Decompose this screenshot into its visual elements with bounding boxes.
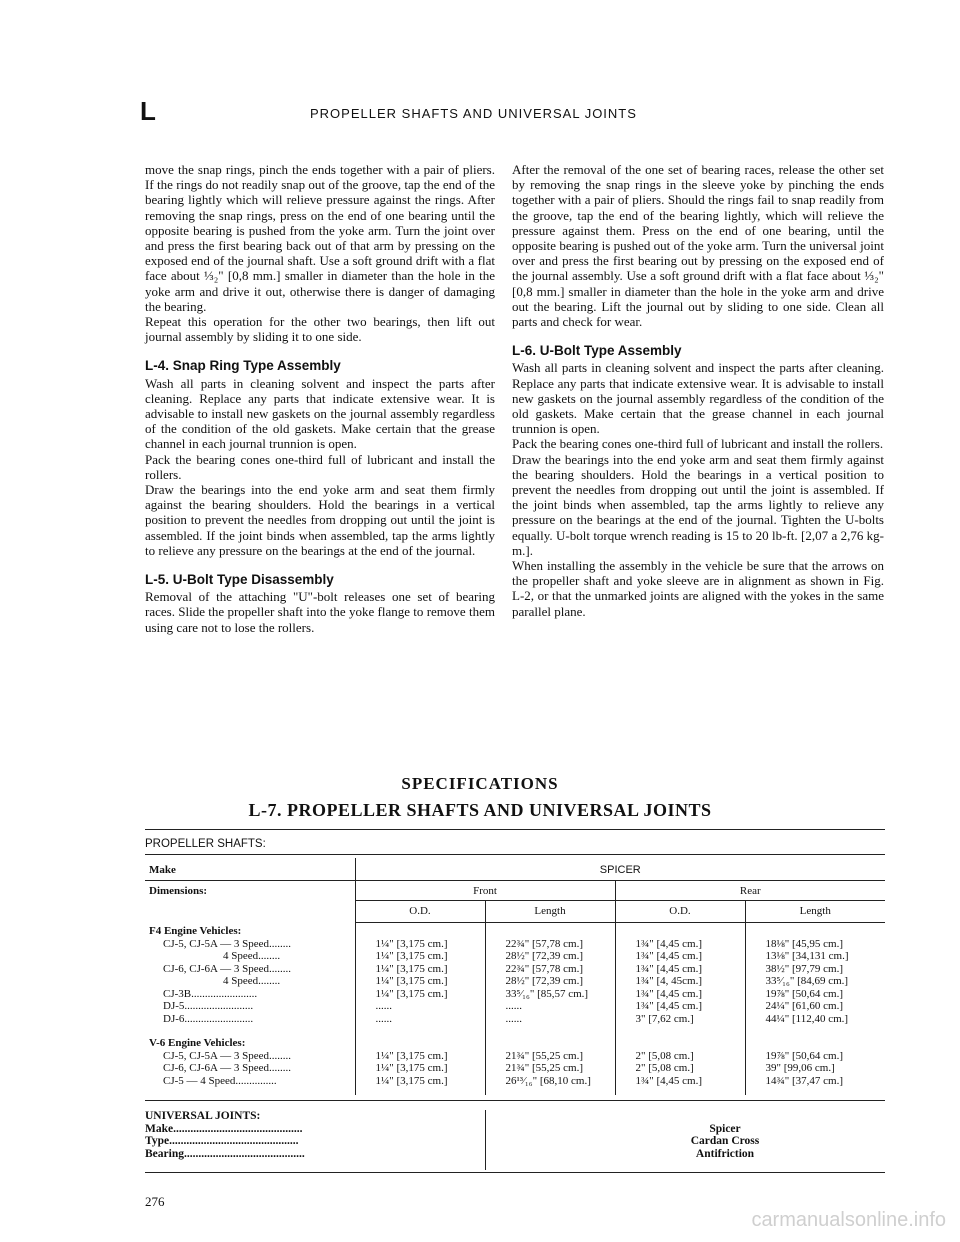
- universal-joints-block: [145, 1110, 885, 1160]
- rear-length-cell: 39" [99,06 cm.]: [745, 1062, 885, 1075]
- universal-joint-row: [145, 1148, 885, 1161]
- table-row: [145, 950, 885, 963]
- model-cell: DJ-6.........................: [163, 1012, 254, 1025]
- table-row: [145, 1075, 885, 1088]
- front-od-cell: 1¼" [3,175 cm.]: [355, 1075, 485, 1088]
- divider: [145, 829, 885, 830]
- rear-od-cell: 1¾" [4,45 cm.]: [615, 963, 745, 976]
- paragraph: When installing the assembly in the vehicle be sure that the arrows on the propeller shaft and yoke sleeve are in alignment as shown in Fig. L-2, or that the unmarked joints are aligned with the yokes in the same parallel plane.: [512, 558, 884, 619]
- front-od-cell: 1¼" [3,175 cm.]: [355, 975, 485, 988]
- front-length-cell: 21¾" [55,25 cm.]: [485, 1050, 615, 1063]
- spec-value: Antifriction: [695, 1147, 755, 1160]
- table-row: [145, 1062, 885, 1075]
- model-cell: CJ-5, CJ-5A — 3 Speed........: [163, 1049, 292, 1062]
- specifications-title: SPECIFICATIONS: [401, 774, 559, 793]
- front-length-cell: 28½" [72,39 cm.]: [485, 975, 615, 988]
- front-length-cell: ......: [485, 1013, 615, 1026]
- paragraph: move the snap rings, pinch the ends together with a pair of pliers. If the rings do not readily snap out of the groove, tap the end of the bearing lightly which will relieve pressure against the rings. After removing the snap rings, press on the end of one bearing until the opposite bearing is pushed from the yoke arm. Turn the joint over and press the first bearing back out of that arm by pressing on the exposed end of the journal shaft. Use a soft ground drift with a flat face about ⅓₂" [0,8 mm.] smaller in diameter than the hole in the yoke arm and drive it out, otherwise there is danger of damaging the bearing.: [145, 162, 495, 314]
- group-label: V-6 Engine Vehicles:: [149, 1037, 246, 1049]
- right-column: [512, 162, 884, 619]
- paragraph: Draw the bearings into the end yoke arm and seat them firmly against the bearing shoulders. Hold the bearings in a vertical position to prevent the needles from dropping out until the joint is assembled. If the joint binds when assembled, tap the arms lightly to relieve any pressure on the bearings at the end of the journal.: [145, 482, 495, 558]
- rear-od-cell: 1¾" [4,45 cm.]: [615, 988, 745, 1001]
- universal-joint-row: [145, 1123, 885, 1136]
- front-od-cell: 1¼" [3,175 cm.]: [355, 988, 485, 1001]
- universal-joints-label: UNIVERSAL JOINTS:: [145, 1110, 261, 1122]
- specifications-subtitle: L-7. PROPELLER SHAFTS AND UNIVERSAL JOINTS: [248, 800, 712, 820]
- model-cell: DJ-5.........................: [163, 1000, 254, 1012]
- rear-od-cell: 1¾" [4,45 cm.]: [615, 1000, 745, 1013]
- rear-length-cell: 19⅞" [50,64 cm.]: [745, 988, 885, 1001]
- table-row: [145, 1013, 885, 1026]
- left-column: [145, 162, 495, 635]
- front-length-header: Length: [485, 900, 615, 922]
- spec-label: Bearing..........................................: [145, 1147, 305, 1160]
- paragraph: Wash all parts in cleaning solvent and inspect the parts after cleaning. Replace any parts that indicate extensive wear. It is advisable to install new gaskets on the journal assembly regardless of the condition of the old gaskets. Make certain that the grease channel in each journal trunnion is open.: [145, 375, 495, 452]
- model-cell: CJ-5 — 4 Speed...............: [163, 1074, 277, 1087]
- section-heading-l6: L-6. U-Bolt Type Assembly: [512, 343, 682, 359]
- model-cell: CJ-5, CJ-5A — 3 Speed........: [163, 937, 292, 950]
- divider: [145, 854, 885, 855]
- table-row: [145, 963, 885, 976]
- front-od-cell: ......: [355, 1013, 485, 1026]
- model-cell: CJ-3B........................: [163, 987, 258, 1000]
- paragraph: After the removal of the one set of bearing races, release the other set by removing the snap rings in the sleeve yoke by pinching the ends together with a pair of pliers. Should the rings fail to snap readily from the groove, tap the end of the bearing lightly, which will relieve the pressure against them. Press on the end of one bearing, until the opposite bearing is pushed out of the yoke arm. Turn the universal joint over and press the first bearing out by pressing on the exposed end of the journal assembly. Use a soft ground drift with a flat face about ⅓₂" [0,8 mm.] smaller in diameter than the hole in the yoke arm and drive out the bearing. Lift the journal out by sliding to one side. Clean all parts and check for wear.: [512, 162, 884, 330]
- paragraph: Pack the bearing cones one-third full of lubricant and install the rollers.: [512, 436, 884, 452]
- rear-od-cell: 2" [5,08 cm.]: [615, 1050, 745, 1063]
- spec-value: Spicer: [709, 1122, 741, 1135]
- spec-label: Type.............................................: [145, 1135, 299, 1147]
- rear-length-cell: 18⅛" [45,95 cm.]: [745, 938, 885, 951]
- front-od-header: O.D.: [355, 900, 485, 922]
- rear-od-header: O.D.: [615, 900, 745, 922]
- rear-length-header: Length: [745, 900, 885, 922]
- rear-od-cell: 1¾" [4,45 cm.]: [615, 938, 745, 951]
- watermark: carmanualsonline.info: [751, 1209, 946, 1231]
- propeller-spec-table: [145, 858, 885, 1095]
- page-title: PROPELLER SHAFTS AND UNIVERSAL JOINTS: [310, 106, 637, 121]
- front-od-cell: ......: [355, 1000, 485, 1013]
- front-od-cell: 1¼" [3,175 cm.]: [355, 1050, 485, 1063]
- section-heading-l5: L-5. U-Bolt Type Disassembly: [145, 572, 334, 588]
- rear-length-cell: 19⅞" [50,64 cm.]: [745, 1050, 885, 1063]
- group-label: F4 Engine Vehicles:: [149, 925, 242, 937]
- front-length-cell: 26¹³⁄₁₆" [68,10 cm.]: [485, 1075, 615, 1088]
- spec-label: Make.............................................: [145, 1122, 303, 1135]
- page-number: 276: [145, 1194, 165, 1209]
- model-cell: CJ-6, CJ-6A — 3 Speed........: [163, 962, 292, 975]
- table-row: [145, 938, 885, 951]
- make-value: SPICER: [355, 858, 885, 880]
- rear-od-cell: 1¾" [4,45 cm.]: [615, 1075, 745, 1088]
- rear-od-cell: 3" [7,62 cm.]: [615, 1013, 745, 1026]
- model-cell: 4 Speed........: [223, 975, 281, 987]
- table-row: [145, 1000, 885, 1013]
- paragraph: Draw the bearings into the end yoke arm and seat them firmly against the bearing shoulders. Hold the bearings in a vertical position to prevent the needles from dropping out until the joint is assembled. If the joint binds when assembled, tap the arms lightly to relieve any pressure on the bearings at the end of the journal. Tighten the U-bolts equally. U-bolt torque wrench reading is 15 to 20 lb-ft. [2,07 a 2,76 kg-m.].: [512, 451, 884, 558]
- front-od-cell: 1¼" [3,175 cm.]: [355, 1062, 485, 1075]
- propeller-shafts-label: PROPELLER SHAFTS:: [145, 838, 266, 850]
- model-cell: CJ-6, CJ-6A — 3 Speed........: [163, 1062, 292, 1074]
- paragraph: Removal of the attaching "U"-bolt releases one set of bearing races. Slide the propeller shaft into the yoke flange to remove them using care not to lose the rollers.: [145, 589, 495, 635]
- table-row: [145, 988, 885, 1001]
- front-length-cell: 22¾" [57,78 cm.]: [485, 938, 615, 951]
- spec-value: Cardan Cross: [690, 1135, 760, 1147]
- divider: [145, 1172, 885, 1173]
- page-header: [140, 96, 880, 136]
- section-heading-l4: L-4. Snap Ring Type Assembly: [145, 358, 341, 374]
- rear-length-cell: 14¾" [37,47 cm.]: [745, 1075, 885, 1088]
- front-length-cell: ......: [485, 1000, 615, 1013]
- front-od-cell: 1¼" [3,175 cm.]: [355, 938, 485, 951]
- front-label: Front: [355, 880, 615, 900]
- rear-length-cell: 24¼" [61,60 cm.]: [745, 1000, 885, 1013]
- front-length-cell: 22¾" [57,78 cm.]: [485, 963, 615, 976]
- universal-joint-row: [145, 1135, 885, 1148]
- paragraph: Pack the bearing cones one-third full of lubricant and install the rollers.: [145, 451, 495, 482]
- front-length-cell: 21¾" [55,25 cm.]: [485, 1062, 615, 1075]
- paragraph: Wash all parts in cleaning solvent and inspect the parts after cleaning. Replace any parts that indicate extensive wear. It is advisable to install new gaskets on the journal assembly regardless of the condition of the old gaskets. Make certain that the grease channel in each journal trunnion is open.: [512, 360, 884, 437]
- table-row: [145, 975, 885, 988]
- rear-length-cell: 13⅛" [34,131 cm.]: [745, 950, 885, 963]
- rear-label: Rear: [615, 880, 885, 900]
- front-length-cell: 28½" [72,39 cm.]: [485, 950, 615, 963]
- rear-length-cell: 33⁵⁄₁₆" [84,69 cm.]: [745, 975, 885, 988]
- front-od-cell: 1¼" [3,175 cm.]: [355, 950, 485, 963]
- rear-od-cell: 1¾" [4,45 cm.]: [615, 950, 745, 963]
- rear-length-cell: 38½" [97,79 cm.]: [745, 963, 885, 976]
- divider: [145, 1100, 885, 1101]
- front-od-cell: 1¼" [3,175 cm.]: [355, 963, 485, 976]
- make-label: Make: [149, 864, 176, 876]
- front-length-cell: 33⁵⁄₁₆" [85,57 cm.]: [485, 988, 615, 1001]
- paragraph: Repeat this operation for the other two bearings, then lift out journal assembly by sliding it to one side.: [145, 314, 495, 345]
- rear-od-cell: 2" [5,08 cm.]: [615, 1062, 745, 1075]
- rear-length-cell: 44¼" [112,40 cm.]: [745, 1013, 885, 1026]
- section-letter: L: [140, 96, 156, 126]
- model-cell: 4 Speed........: [223, 950, 281, 962]
- dimensions-label: Dimensions:: [145, 880, 355, 900]
- rear-od-cell: 1¾" [4, 45cm.]: [615, 975, 745, 988]
- table-row: [145, 1050, 885, 1063]
